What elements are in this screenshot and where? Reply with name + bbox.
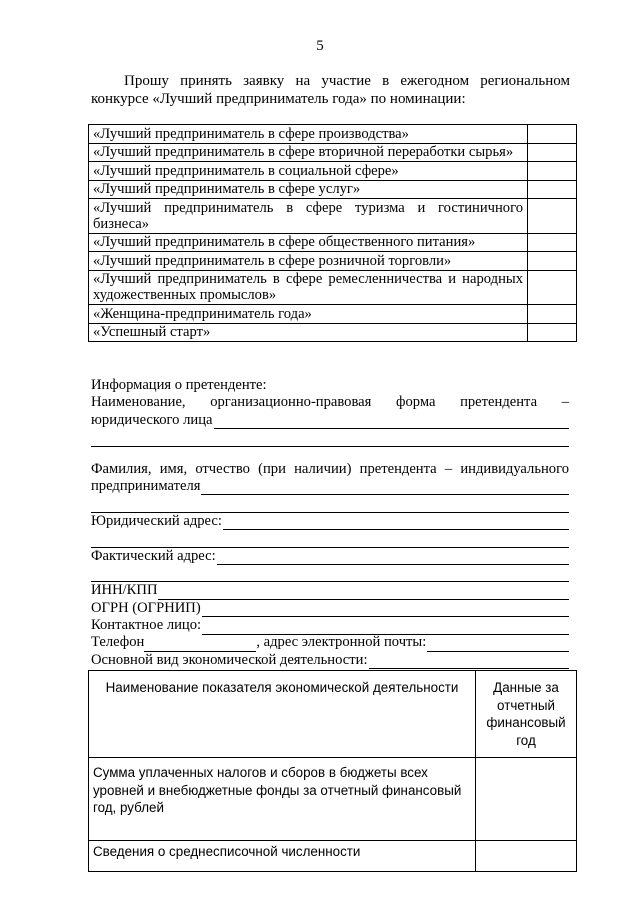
nomination-row [89, 125, 577, 144]
nomination-row [89, 180, 577, 199]
indicator-row [89, 841, 577, 872]
nomination-row [89, 143, 577, 162]
nomination-row [89, 252, 577, 271]
intro-paragraph [91, 72, 570, 108]
actual-address-label: Фактический адрес: [91, 547, 216, 564]
entrepreneur-name-field[interactable] [201, 481, 569, 495]
legal-address-row [91, 513, 569, 530]
nomination-label: «Лучший предприниматель в сфере услуг» [89, 180, 528, 199]
nomination-row [89, 323, 577, 342]
info-heading [91, 377, 569, 394]
indicator-value-cell[interactable] [476, 841, 577, 872]
nomination-label: «Лучший предприниматель в сфере ремесленничества и народных художественных промыслов» [89, 270, 528, 305]
entrepreneur-name-row [91, 478, 569, 495]
nomination-row [89, 199, 577, 234]
nomination-checkbox-cell[interactable] [528, 180, 577, 199]
contact-row [91, 617, 569, 634]
legal-entity-name-field-2[interactable] [91, 429, 569, 446]
contact-field[interactable] [202, 621, 569, 635]
nomination-label: «Лучший предприниматель в сфере общественного питания» [89, 233, 528, 252]
email-label: , адрес электронной почты: [256, 634, 427, 651]
ogrn-row [91, 600, 569, 617]
nomination-row [89, 162, 577, 181]
nomination-checkbox-cell[interactable] [528, 162, 577, 181]
activity-field[interactable] [369, 655, 570, 669]
intro-line-1: Прошу принять заявку на участие в ежегодном региональном [124, 73, 570, 89]
inn-row [91, 582, 569, 599]
nomination-label: «Женщина-предприниматель года» [89, 305, 528, 324]
email-field[interactable] [427, 638, 569, 652]
actual-address-row [91, 548, 569, 565]
nomination-checkbox-cell[interactable] [528, 143, 577, 162]
nomination-label: «Лучший предприниматель в сфере вторичной переработки сырья» [89, 143, 528, 162]
legal-entity-name-label-2: юридического лица [91, 411, 213, 428]
phone-label: Телефон [91, 634, 145, 651]
nominations-table [88, 124, 577, 342]
intro-line-2: конкурсе «Лучший предприниматель года» по номинации: [91, 91, 466, 107]
nomination-checkbox-cell[interactable] [528, 270, 577, 305]
nomination-label: «Лучший предприниматель в сфере производства» [89, 125, 528, 144]
inn-label: ИНН/КПП [91, 582, 158, 599]
legal-entity-name-row [91, 412, 569, 429]
info-heading-text: Информация о претенденте: [91, 376, 267, 393]
indicator-value-cell[interactable] [476, 758, 577, 841]
nomination-row [89, 270, 577, 305]
nomination-row [89, 233, 577, 252]
applicant-info [91, 377, 569, 669]
legal-entity-name-label: Наименование, организационно-правовая форма претендента – [91, 394, 569, 411]
entrepreneur-name-field-2[interactable] [91, 495, 569, 512]
nomination-label: «Лучший предприниматель в сфере туризма и гостиничного бизнеса» [89, 199, 528, 234]
nomination-checkbox-cell[interactable] [528, 125, 577, 144]
inn-field[interactable] [158, 586, 569, 600]
nomination-checkbox-cell[interactable] [528, 199, 577, 234]
indicator-data-header: Данные за отчетный финансовый год [476, 671, 577, 758]
indicators-table [88, 670, 577, 872]
indicator-name: Сведения о среднесписочной численности [89, 841, 476, 872]
entrepreneur-name-label: Фамилия, имя, отчество (при наличии) претендента – индивидуального [91, 460, 569, 477]
indicator-name: Сумма уплаченных налогов и сборов в бюджеты всех уровней и внебюджетные фонды за отчетный финансовый год, рублей [89, 758, 476, 841]
activity-row [91, 652, 569, 669]
ogrn-field[interactable] [202, 603, 569, 617]
ogrn-label: ОГРН (ОГРНИП) [91, 599, 201, 616]
legal-entity-name-field[interactable] [214, 415, 570, 429]
legal-address-field-2[interactable] [91, 530, 569, 547]
phone-email-row [91, 635, 569, 652]
nomination-label: «Успешный старт» [89, 323, 528, 342]
nomination-label: «Лучший предприниматель в сфере розничной торговли» [89, 252, 528, 271]
actual-address-field[interactable] [217, 551, 569, 565]
nomination-label: «Лучший предприниматель в социальной сфере» [89, 162, 528, 181]
actual-address-field-2[interactable] [91, 565, 569, 582]
page-number: 5 [316, 38, 324, 54]
nomination-row [89, 305, 577, 324]
entrepreneur-name-label-2: предпринимателя [91, 477, 201, 494]
legal-address-field[interactable] [223, 516, 569, 530]
nomination-checkbox-cell[interactable] [528, 233, 577, 252]
contact-label: Контактное лицо: [91, 617, 202, 634]
indicator-row [89, 758, 577, 841]
indicator-name-header: Наименование показателя экономической деятельности [89, 671, 476, 758]
nomination-checkbox-cell[interactable] [528, 323, 577, 342]
indicators-header-row [89, 671, 577, 758]
nomination-checkbox-cell[interactable] [528, 252, 577, 271]
legal-address-label: Юридический адрес: [91, 512, 222, 529]
phone-field[interactable] [144, 638, 256, 652]
activity-label: Основной вид экономической деятельности: [91, 651, 368, 668]
nomination-checkbox-cell[interactable] [528, 305, 577, 324]
